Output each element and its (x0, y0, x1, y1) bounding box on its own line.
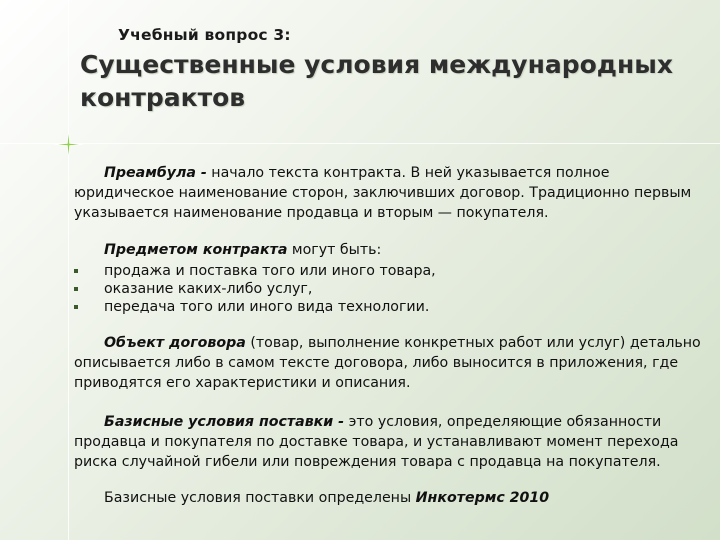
preamble-text: начало текста контракта. В ней указывается полное юридическое наименование сторон, заключивших договор. Традиционно первым указывается наименование продавца и вторым — покупателя. (74, 165, 692, 221)
list-item: передача того или иного вида технологии. (74, 298, 714, 316)
incoterms-paragraph (74, 488, 714, 508)
basis-term: Базисные условия поставки - (104, 414, 345, 430)
decorative-horizontal-line (0, 143, 720, 144)
preamble-paragraph (74, 163, 714, 223)
object-term: Объект договора (104, 335, 246, 351)
basis-paragraph (74, 412, 714, 472)
list-item: продажа и поставка того или иного товара, (74, 262, 714, 280)
subject-text: могут быть: (287, 242, 382, 258)
bullet-icon (74, 269, 78, 273)
incoterms-text: Базисные условия поставки определены (104, 490, 416, 506)
object-paragraph (74, 333, 714, 393)
subject-term: Предметом контракта (104, 242, 288, 258)
subject-list (74, 262, 714, 316)
bullet-icon (74, 305, 78, 309)
preamble-term: Преамбула - (104, 165, 207, 181)
bullet-icon (74, 287, 78, 291)
object-text: (товар, выполнение конкретных работ или услуг) детально описывается либо в самом тексте договора, либо выносится в приложения, где приводятся его характеристики и описания. (74, 335, 701, 391)
slide-subtitle: Учебный вопрос 3: (118, 26, 291, 44)
sparkle-icon (52, 128, 85, 161)
list-item: оказание каких-либо услуг, (74, 280, 714, 298)
incoterms-term: Инкотермс 2010 (415, 490, 550, 506)
subject-paragraph (74, 240, 714, 260)
slide-title: Существенные условия международных контрактов (80, 50, 673, 112)
basis-text: это условия, определяющие обязанности продавца и покупателя по доставке товара, и устанавливают момент перехода риска случайной гибели или повреждения товара с продавца на покупателя. (74, 414, 679, 470)
decorative-vertical-line (68, 0, 69, 540)
